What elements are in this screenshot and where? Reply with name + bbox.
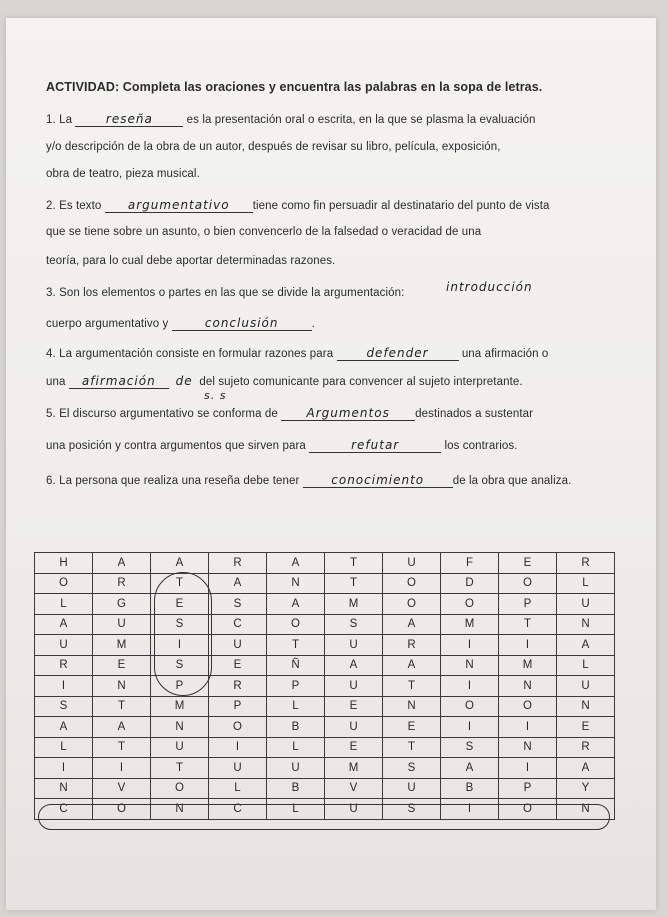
grid-cell[interactable]: R bbox=[93, 573, 151, 594]
grid-row bbox=[35, 778, 615, 799]
grid-cell[interactable]: U bbox=[325, 717, 383, 738]
grid-cell[interactable]: O bbox=[383, 594, 441, 615]
grid-cell[interactable]: S bbox=[441, 737, 499, 758]
grid-cell[interactable]: O bbox=[93, 799, 151, 820]
grid-row bbox=[35, 696, 615, 717]
word-search-grid bbox=[34, 552, 615, 820]
question-5-line-2 bbox=[46, 439, 518, 453]
circled-word-conclusion bbox=[38, 804, 610, 830]
grid-cell[interactable]: A bbox=[151, 553, 209, 574]
q4-answer-2-blank[interactable]: afirmación bbox=[69, 375, 169, 389]
grid-cell[interactable]: U bbox=[557, 676, 615, 697]
grid-cell[interactable]: C bbox=[35, 799, 93, 820]
q5-answer-1-blank[interactable]: Argumentos bbox=[281, 407, 415, 421]
grid-cell[interactable]: C bbox=[209, 799, 267, 820]
question-1-line-3: obra de teatro, pieza musical. bbox=[46, 168, 200, 180]
grid-cell[interactable]: U bbox=[383, 778, 441, 799]
grid-cell[interactable]: U bbox=[151, 737, 209, 758]
grid-cell[interactable]: N bbox=[499, 737, 557, 758]
grid-cell[interactable]: O bbox=[499, 696, 557, 717]
grid-cell[interactable]: U bbox=[325, 676, 383, 697]
grid-cell[interactable]: I bbox=[441, 676, 499, 697]
grid-cell[interactable]: M bbox=[93, 635, 151, 656]
grid-cell[interactable]: V bbox=[93, 778, 151, 799]
grid-cell[interactable]: A bbox=[383, 655, 441, 676]
grid-cell[interactable]: I bbox=[499, 758, 557, 779]
grid-cell[interactable]: I bbox=[151, 635, 209, 656]
question-4-line-2 bbox=[46, 375, 523, 389]
grid-cell[interactable]: U bbox=[325, 799, 383, 820]
q5-text: 5. El discurso argumentativo se conforma de bbox=[46, 408, 278, 420]
grid-cell[interactable]: I bbox=[499, 635, 557, 656]
q2-rest: tiene como fin persuadir al destinatario del punto de vista bbox=[252, 200, 550, 212]
grid-cell[interactable]: U bbox=[325, 635, 383, 656]
grid-cell[interactable]: N bbox=[35, 778, 93, 799]
grid-cell[interactable]: N bbox=[441, 655, 499, 676]
grid-cell[interactable]: P bbox=[499, 778, 557, 799]
grid-cell[interactable]: R bbox=[383, 635, 441, 656]
grid-cell[interactable]: O bbox=[151, 778, 209, 799]
grid-cell[interactable]: A bbox=[35, 614, 93, 635]
grid-cell[interactable]: B bbox=[441, 778, 499, 799]
q3-prefix: cuerpo argumentativo y bbox=[46, 318, 169, 330]
grid-cell[interactable]: M bbox=[499, 655, 557, 676]
question-4-line-1 bbox=[46, 347, 548, 361]
grid-cell[interactable]: T bbox=[151, 758, 209, 779]
grid-cell[interactable]: F bbox=[441, 553, 499, 574]
grid-cell[interactable]: A bbox=[557, 758, 615, 779]
grid-cell[interactable]: R bbox=[35, 655, 93, 676]
q5-answer-2-blank[interactable]: refutar bbox=[309, 439, 441, 453]
grid-cell[interactable]: I bbox=[35, 676, 93, 697]
word-search-table bbox=[34, 552, 615, 820]
grid-row bbox=[35, 758, 615, 779]
grid-cell[interactable]: T bbox=[151, 573, 209, 594]
grid-cell[interactable]: S bbox=[151, 655, 209, 676]
grid-cell[interactable]: A bbox=[209, 573, 267, 594]
grid-cell[interactable]: A bbox=[267, 594, 325, 615]
grid-cell[interactable]: A bbox=[35, 717, 93, 738]
grid-cell[interactable]: L bbox=[557, 573, 615, 594]
grid-cell[interactable]: P bbox=[151, 676, 209, 697]
q5-text-2: una posición y contra argumentos que sirven para bbox=[46, 440, 306, 452]
grid-cell[interactable]: A bbox=[93, 717, 151, 738]
question-5-line-1 bbox=[46, 407, 533, 421]
grid-cell[interactable]: R bbox=[209, 553, 267, 574]
q5-rest: destinados a sustentar bbox=[415, 408, 534, 420]
grid-cell[interactable]: N bbox=[499, 676, 557, 697]
grid-cell[interactable]: T bbox=[93, 737, 151, 758]
q4-answer-1-blank[interactable]: defender bbox=[337, 347, 459, 361]
grid-cell[interactable]: T bbox=[93, 696, 151, 717]
grid-cell[interactable]: E bbox=[325, 737, 383, 758]
grid-cell[interactable]: O bbox=[209, 717, 267, 738]
grid-row bbox=[35, 737, 615, 758]
grid-cell[interactable]: N bbox=[557, 696, 615, 717]
grid-cell[interactable]: U bbox=[93, 614, 151, 635]
q4-answer-2c: s. s bbox=[204, 389, 227, 402]
grid-cell[interactable]: O bbox=[383, 573, 441, 594]
grid-cell[interactable]: B bbox=[267, 717, 325, 738]
q1-rest: es la presentación oral o escrita, en la que se plasma la evaluación bbox=[186, 114, 536, 126]
q2-answer-blank[interactable]: argumentativo bbox=[105, 199, 253, 213]
grid-cell[interactable]: O bbox=[35, 573, 93, 594]
grid-cell[interactable]: E bbox=[93, 655, 151, 676]
grid-cell[interactable]: N bbox=[93, 676, 151, 697]
grid-cell[interactable]: M bbox=[325, 594, 383, 615]
grid-cell[interactable]: L bbox=[35, 594, 93, 615]
grid-cell[interactable]: P bbox=[267, 676, 325, 697]
grid-cell[interactable]: U bbox=[557, 594, 615, 615]
grid-row bbox=[35, 655, 615, 676]
grid-row bbox=[35, 676, 615, 697]
grid-cell[interactable]: N bbox=[267, 573, 325, 594]
grid-cell[interactable]: N bbox=[557, 799, 615, 820]
worksheet-page bbox=[6, 18, 656, 910]
grid-cell[interactable]: P bbox=[209, 696, 267, 717]
q4-answer-2b[interactable]: de bbox=[175, 374, 193, 388]
grid-cell[interactable]: I bbox=[441, 635, 499, 656]
grid-cell[interactable]: I bbox=[441, 717, 499, 738]
grid-row bbox=[35, 573, 615, 594]
q4-text: 4. La argumentación consiste en formular razones para bbox=[46, 348, 334, 360]
q3-answer-1[interactable]: introducción bbox=[446, 280, 533, 294]
grid-cell[interactable]: S bbox=[383, 799, 441, 820]
grid-cell[interactable]: S bbox=[35, 696, 93, 717]
grid-cell[interactable]: L bbox=[267, 737, 325, 758]
grid-cell[interactable]: P bbox=[499, 594, 557, 615]
grid-cell[interactable]: O bbox=[499, 573, 557, 594]
q2-prefix: 2. Es texto bbox=[46, 200, 102, 212]
grid-cell[interactable]: M bbox=[325, 758, 383, 779]
question-3-line-1 bbox=[46, 287, 404, 299]
grid-cell[interactable]: N bbox=[151, 717, 209, 738]
grid-cell[interactable]: U bbox=[209, 758, 267, 779]
grid-cell[interactable]: O bbox=[441, 696, 499, 717]
grid-cell[interactable]: O bbox=[499, 799, 557, 820]
grid-cell[interactable]: M bbox=[441, 614, 499, 635]
grid-cell[interactable]: V bbox=[325, 778, 383, 799]
q4-rest-2: del sujeto comunicante para convencer al sujeto interpretante. bbox=[199, 376, 523, 388]
grid-row bbox=[35, 553, 615, 574]
grid-cell[interactable]: M bbox=[151, 696, 209, 717]
grid-cell[interactable]: I bbox=[93, 758, 151, 779]
grid-cell[interactable]: R bbox=[209, 676, 267, 697]
grid-row bbox=[35, 594, 615, 615]
grid-cell[interactable]: O bbox=[441, 594, 499, 615]
grid-cell[interactable]: R bbox=[557, 737, 615, 758]
grid-cell[interactable]: L bbox=[557, 655, 615, 676]
grid-cell[interactable]: H bbox=[35, 553, 93, 574]
grid-cell[interactable]: R bbox=[557, 553, 615, 574]
q1-prefix: 1. La bbox=[46, 114, 73, 126]
q6-answer-blank[interactable]: conocimiento bbox=[303, 474, 453, 488]
activity-text bbox=[6, 18, 656, 538]
grid-cell[interactable]: C bbox=[209, 614, 267, 635]
question-2-line-1 bbox=[46, 199, 550, 213]
q3-answer-2-blank[interactable]: conclusión bbox=[172, 317, 312, 331]
grid-cell[interactable]: S bbox=[383, 758, 441, 779]
q1-answer-blank[interactable]: reseña bbox=[75, 113, 183, 127]
question-2-line-2: que se tiene sobre un asunto, o bien convencerlo de la falsedad o veracidad de una bbox=[46, 226, 482, 238]
grid-cell[interactable]: U bbox=[35, 635, 93, 656]
q6-rest: de la obra que analiza. bbox=[452, 475, 572, 487]
grid-cell[interactable]: A bbox=[557, 635, 615, 656]
grid-cell[interactable]: I bbox=[499, 717, 557, 738]
grid-cell[interactable]: O bbox=[267, 614, 325, 635]
grid-cell[interactable]: L bbox=[267, 799, 325, 820]
q4-rest: una afirmación o bbox=[461, 348, 549, 360]
grid-cell[interactable]: N bbox=[557, 614, 615, 635]
grid-cell[interactable]: A bbox=[325, 655, 383, 676]
grid-cell[interactable]: A bbox=[441, 758, 499, 779]
grid-row bbox=[35, 614, 615, 635]
grid-cell[interactable]: B bbox=[267, 778, 325, 799]
grid-cell[interactable]: I bbox=[441, 799, 499, 820]
grid-cell[interactable]: L bbox=[267, 696, 325, 717]
grid-cell[interactable]: U bbox=[267, 758, 325, 779]
grid-cell[interactable]: N bbox=[151, 799, 209, 820]
grid-cell[interactable]: S bbox=[209, 594, 267, 615]
q5-rest-2: los contrarios. bbox=[444, 440, 518, 452]
grid-cell[interactable]: U bbox=[383, 553, 441, 574]
q3-end: . bbox=[311, 318, 315, 330]
grid-cell[interactable]: T bbox=[383, 676, 441, 697]
question-1-line-1 bbox=[46, 113, 535, 127]
grid-cell[interactable]: I bbox=[35, 758, 93, 779]
grid-cell[interactable]: N bbox=[383, 696, 441, 717]
grid-cell[interactable]: T bbox=[383, 737, 441, 758]
grid-cell[interactable]: I bbox=[209, 737, 267, 758]
grid-cell[interactable]: E bbox=[151, 594, 209, 615]
grid-cell[interactable]: E bbox=[325, 696, 383, 717]
q3-text: 3. Son los elementos o partes en las que se divide la argumentación: bbox=[46, 287, 405, 299]
grid-cell[interactable]: L bbox=[35, 737, 93, 758]
grid-cell[interactable]: E bbox=[499, 553, 557, 574]
question-6-line-1 bbox=[46, 474, 571, 488]
grid-cell[interactable]: A bbox=[383, 614, 441, 635]
circled-word-reseña bbox=[154, 572, 212, 696]
grid-cell[interactable]: E bbox=[209, 655, 267, 676]
grid-cell[interactable]: E bbox=[557, 717, 615, 738]
grid-cell[interactable]: T bbox=[325, 553, 383, 574]
grid-cell[interactable]: Y bbox=[557, 778, 615, 799]
grid-cell[interactable]: A bbox=[267, 553, 325, 574]
grid-cell[interactable]: U bbox=[209, 635, 267, 656]
question-2-line-3: teoría, para lo cual debe aportar determinadas razones. bbox=[46, 255, 336, 267]
grid-cell[interactable]: D bbox=[441, 573, 499, 594]
grid-cell[interactable]: S bbox=[325, 614, 383, 635]
grid-cell[interactable]: T bbox=[325, 573, 383, 594]
grid-cell[interactable]: Ñ bbox=[267, 655, 325, 676]
activity-title: ACTIVIDAD: Completa las oraciones y encuentra las palabras en la sopa de letras. bbox=[46, 80, 543, 94]
grid-cell[interactable]: S bbox=[151, 614, 209, 635]
grid-cell[interactable]: T bbox=[267, 635, 325, 656]
q4-prefix: una bbox=[46, 376, 66, 388]
grid-row bbox=[35, 717, 615, 738]
question-3-line-2 bbox=[46, 317, 315, 331]
grid-cell[interactable]: G bbox=[93, 594, 151, 615]
q6-text: 6. La persona que realiza una reseña debe tener bbox=[46, 475, 300, 487]
grid-cell[interactable]: L bbox=[209, 778, 267, 799]
grid-cell[interactable]: T bbox=[499, 614, 557, 635]
grid-cell[interactable]: A bbox=[93, 553, 151, 574]
grid-cell[interactable]: E bbox=[383, 717, 441, 738]
question-1-line-2: y/o descripción de la obra de un autor, después de revisar su libro, película, exposición, bbox=[46, 141, 501, 153]
grid-row bbox=[35, 635, 615, 656]
